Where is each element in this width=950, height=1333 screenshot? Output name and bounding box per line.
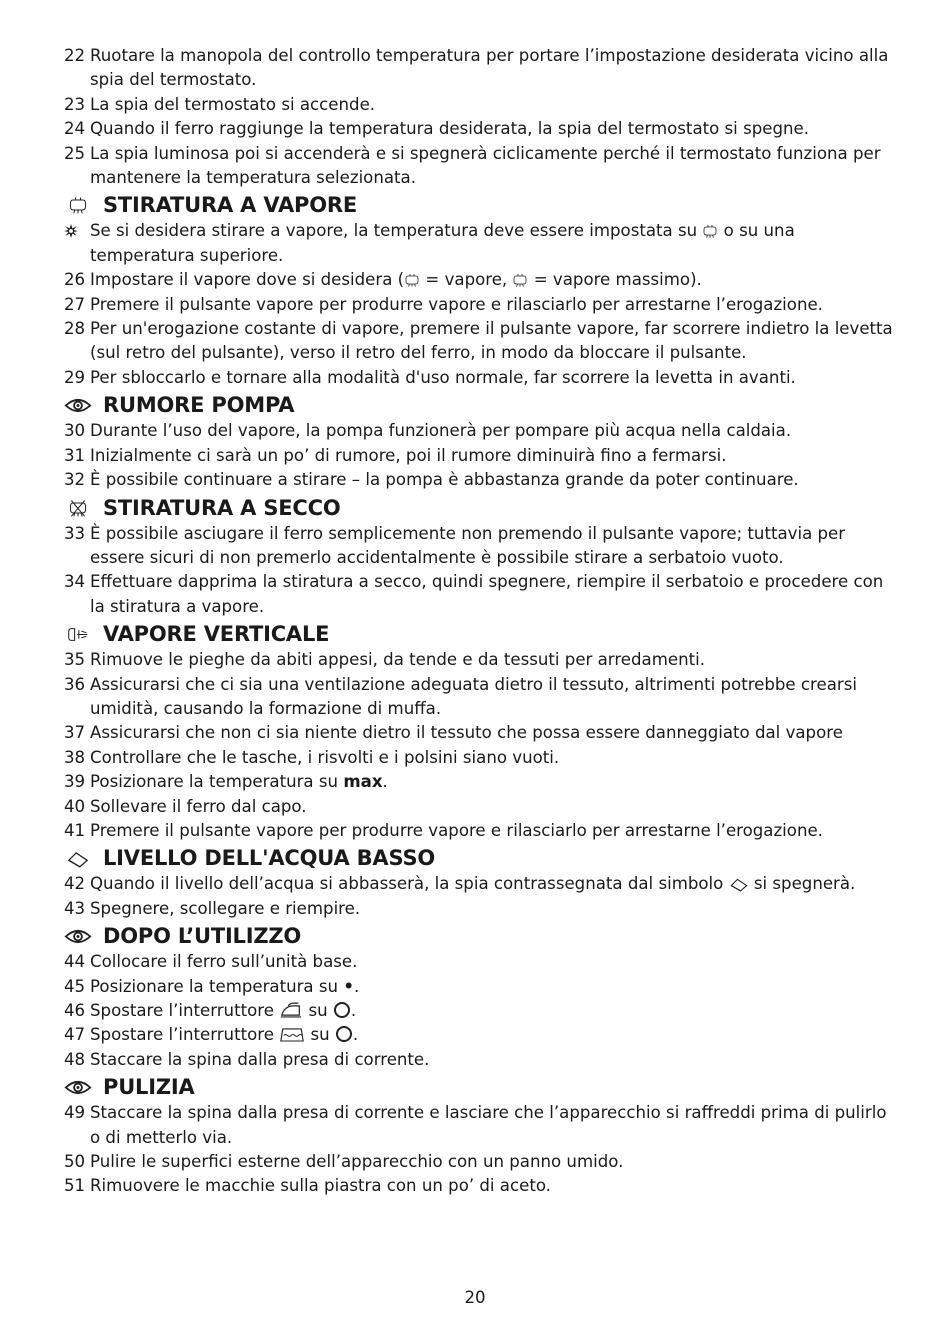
eye-icon xyxy=(64,394,92,416)
max-label: max xyxy=(343,772,383,792)
list-item xyxy=(64,1048,894,1072)
item-number: 33 xyxy=(64,523,86,543)
list-item xyxy=(64,1150,894,1174)
item-number: 29 xyxy=(64,367,86,387)
steam-note xyxy=(64,219,894,268)
section-title: STIRATURA A VAPORE xyxy=(103,193,357,218)
item-text: Rimuovere le macchie sulla piastra con un po’ di aceto. xyxy=(90,1176,551,1196)
item-number: 30 xyxy=(64,421,86,441)
section-title: VAPORE VERTICALE xyxy=(103,622,330,647)
list-item xyxy=(64,444,894,468)
section-title: PULIZIA xyxy=(103,1075,195,1100)
water-level-icon xyxy=(729,876,749,892)
item-text: Collocare il ferro sull’unità base. xyxy=(90,952,358,972)
item-number: 41 xyxy=(64,820,86,840)
steam-icon xyxy=(702,223,718,239)
item-text: . xyxy=(382,772,388,792)
list-item xyxy=(64,648,894,672)
section-heading-vertical xyxy=(64,620,894,648)
item-number: 44 xyxy=(64,952,86,972)
item-number: 22 xyxy=(64,46,86,65)
item-number: 50 xyxy=(64,1152,86,1172)
vertical-steam-icon xyxy=(64,623,92,645)
item-text: Staccare la spina dalla presa di corrente. xyxy=(90,1049,430,1069)
item-text: Inizialmente ci sarà un po’ di rumore, poi il rumore diminuirà fino a fermarsi. xyxy=(90,445,727,465)
item-number: 32 xyxy=(64,470,86,490)
item-number: 24 xyxy=(64,119,86,139)
list-item xyxy=(64,975,894,999)
steam-icon xyxy=(404,272,420,288)
list-item xyxy=(64,770,894,794)
list-item xyxy=(64,468,894,492)
item-number: 48 xyxy=(64,1049,86,1069)
item-text: Posizionare la temperatura su xyxy=(90,772,344,792)
item-number: 38 xyxy=(64,747,86,767)
item-text: Per sbloccarlo e tornare alla modalità d'uso normale, far scorrere la levetta in avanti. xyxy=(90,367,796,387)
warning-star-icon xyxy=(64,224,78,238)
item-text: Ruotare la manopola del controllo temperatura per portare l’impostazione desiderata vicino alla spia del termostato. xyxy=(90,46,889,90)
item-text: Durante l’uso del vapore, la pompa funzionerà per pompare più acqua nella caldaia. xyxy=(90,421,792,441)
list-item xyxy=(64,721,894,745)
section-heading-clean xyxy=(64,1073,894,1101)
item-text: si spegnerà. xyxy=(748,874,856,894)
min-temp-dot: • xyxy=(343,976,354,996)
item-number: 46 xyxy=(64,1001,86,1020)
list-item xyxy=(64,950,894,974)
iron-icon xyxy=(279,1002,303,1019)
item-number: 49 xyxy=(64,1103,86,1123)
item-number: 42 xyxy=(64,874,86,894)
list-item xyxy=(64,795,894,819)
section-heading-water xyxy=(64,844,894,872)
off-circle-icon xyxy=(333,1001,351,1019)
item-number: 37 xyxy=(64,723,86,743)
list-item xyxy=(64,673,894,722)
list-item xyxy=(64,999,894,1023)
item-number: 51 xyxy=(64,1176,86,1196)
max-steam-icon xyxy=(512,272,528,288)
item-text: Pulire le superfici esterne dell’apparecchio con un panno umido. xyxy=(90,1152,624,1172)
list-item xyxy=(64,1023,894,1047)
item-text: Rimuove le pieghe da abiti appesi, da tende e da tessuti per arredamenti. xyxy=(90,650,705,670)
item-number: 27 xyxy=(64,294,86,314)
item-text: È possibile continuare a stirare – la pompa è abbastanza grande da poter continuare. xyxy=(90,470,799,490)
item-text: su xyxy=(303,1001,333,1020)
item-number: 34 xyxy=(64,572,86,592)
item-text: . xyxy=(352,1025,359,1045)
section-heading-pump xyxy=(64,391,894,419)
list-item xyxy=(64,819,894,843)
item-number: 28 xyxy=(64,319,86,339)
list-item xyxy=(64,93,894,117)
list-item xyxy=(64,746,894,770)
water-level-icon xyxy=(64,847,92,869)
item-text: Premere il pulsante vapore per produrre vapore e rilasciarlo per arrestarne l’erogazione. xyxy=(90,820,823,840)
list-item xyxy=(64,366,894,390)
list-item xyxy=(64,570,894,619)
item-number: 40 xyxy=(64,796,86,816)
list-item xyxy=(64,872,894,896)
list-item xyxy=(64,419,894,443)
item-text: Posizionare la temperatura su xyxy=(90,976,344,996)
note-text-end: o su una temperatura superiore. xyxy=(90,221,795,265)
item-number: 25 xyxy=(64,143,86,163)
item-number: 23 xyxy=(64,94,86,114)
item-text: Effettuare dapprima la stiratura a secco, quindi spegnere, riempire il serbatoio e procedere con la stiratura a vapore. xyxy=(90,572,884,616)
eye-icon xyxy=(64,1076,92,1098)
item-text: La spia luminosa poi si accenderà e si spegnerà ciclicamente perché il termostato funziona per mantenere la temperatura selezionata. xyxy=(90,143,881,188)
list-item xyxy=(64,142,894,191)
item-text: = vapore massimo). xyxy=(528,270,702,290)
item-number: 47 xyxy=(64,1025,86,1045)
page-number: 20 xyxy=(464,1288,486,1307)
item-text: Quando il ferro raggiunge la temperatura desiderata, la spia del termostato si spegne. xyxy=(90,119,809,139)
item-text: Assicurarsi che ci sia una ventilazione adeguata dietro il tessuto, altrimenti potrebbe crearsi umidità, causando la formazione di muffa. xyxy=(90,674,857,718)
section-title: RUMORE POMPA xyxy=(103,393,295,418)
eye-icon xyxy=(64,925,92,947)
item-text: Spegnere, scollegare e riempire. xyxy=(90,898,361,918)
list-item xyxy=(64,1101,894,1150)
list-item xyxy=(64,317,894,366)
section-title: DOPO L’UTILIZZO xyxy=(103,924,302,949)
no-steam-icon xyxy=(64,497,92,519)
item-number: 35 xyxy=(64,650,86,670)
document-body xyxy=(64,44,894,1199)
section-heading-steam xyxy=(64,191,894,219)
item-text: . xyxy=(353,976,360,996)
item-text: È possibile asciugare il ferro semplicemente non premendo il pulsante vapore; tuttavia per essere sicuri di non premerlo accidentalmente è possibile stirare a serbatoio vuoto. xyxy=(90,523,846,567)
list-item xyxy=(64,897,894,921)
list-item xyxy=(64,1174,894,1198)
list-item xyxy=(64,522,894,571)
item-text: Staccare la spina dalla presa di corrente e lasciare che l’apparecchio si raffreddi prima di pulirlo o di metterlo via. xyxy=(90,1103,887,1147)
list-item xyxy=(64,268,894,292)
steam-icon xyxy=(64,194,92,216)
item-text: Per un'erogazione costante di vapore, premere il pulsante vapore, far scorrere indietro la levetta (sul retro del pulsante), verso il retro del ferro, in modo da bloccare il pulsante. xyxy=(90,319,893,363)
item-text: Impostare il vapore dove si desidera ( xyxy=(90,270,405,290)
section-title: STIRATURA A SECCO xyxy=(103,495,341,520)
item-number: 36 xyxy=(64,674,86,694)
section-title: LIVELLO DELL'ACQUA BASSO xyxy=(103,846,436,871)
item-number: 43 xyxy=(64,898,86,918)
list-item xyxy=(64,293,894,317)
item-number: 45 xyxy=(64,976,86,996)
item-number: 39 xyxy=(64,772,86,792)
list-item xyxy=(64,44,894,93)
item-text: Sollevare il ferro dal capo. xyxy=(90,796,307,816)
list-item xyxy=(64,117,894,141)
item-text: Spostare l’interruttore xyxy=(90,1025,280,1045)
item-text: Quando il livello dell’acqua si abbasserà, la spia contrassegnata dal simbolo xyxy=(90,874,729,894)
boiler-base-icon xyxy=(279,1026,305,1043)
section-heading-dry xyxy=(64,494,894,522)
item-text: . xyxy=(350,1001,357,1020)
item-text: La spia del termostato si accende. xyxy=(90,94,376,114)
item-text: Controllare che le tasche, i risvolti e i polsini siano vuoti. xyxy=(90,747,560,767)
off-circle-icon xyxy=(335,1025,353,1043)
item-text: Spostare l’interruttore xyxy=(90,1001,280,1020)
note-text-start: Se si desidera stirare a vapore, la temperatura deve essere impostata su xyxy=(90,221,703,241)
item-text: Premere il pulsante vapore per produrre vapore e rilasciarlo per arrestarne l’erogazione. xyxy=(90,294,823,314)
item-text: = vapore, xyxy=(420,270,513,290)
item-number: 31 xyxy=(64,445,86,465)
section-heading-after xyxy=(64,922,894,950)
item-number: 26 xyxy=(64,270,86,290)
item-text: Assicurarsi che non ci sia niente dietro il tessuto che possa essere danneggiato dal vapore xyxy=(90,723,843,743)
item-text: su xyxy=(305,1025,335,1045)
